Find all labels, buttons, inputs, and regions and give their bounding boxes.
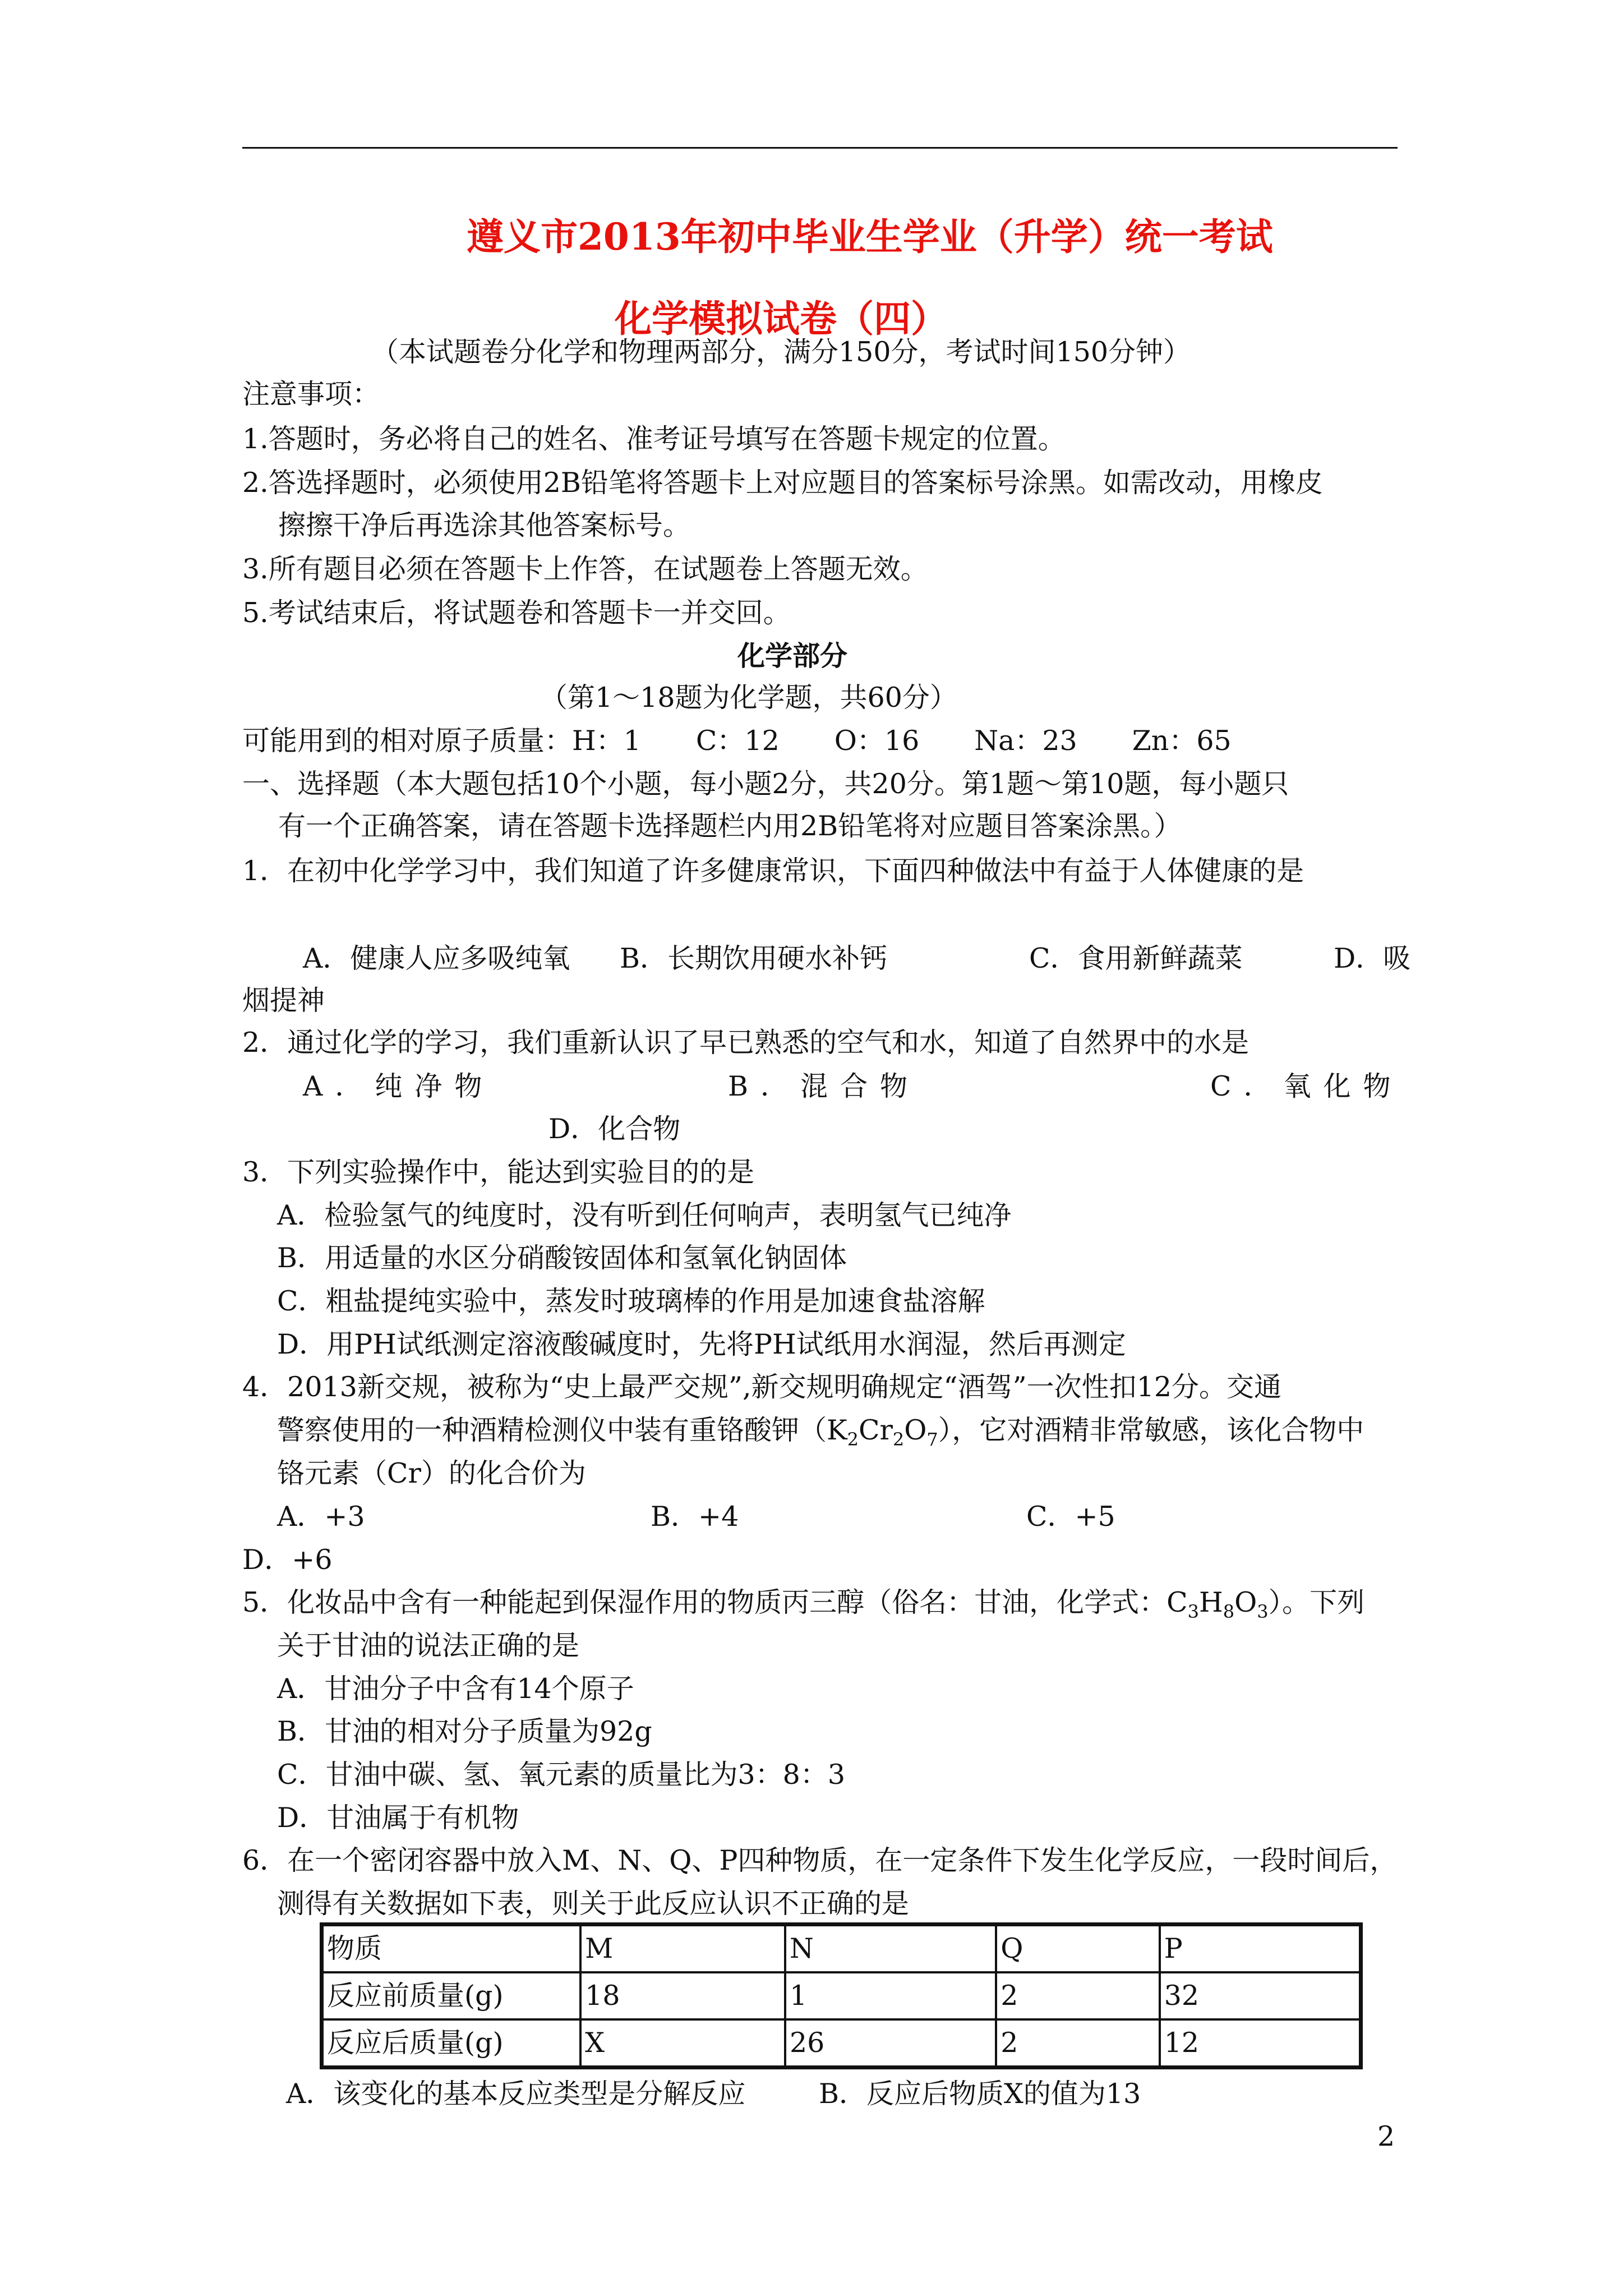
q4-option-d: D．+6 <box>242 1544 333 1576</box>
table-cell: 2 <box>996 2019 1160 2068</box>
table-cell: 32 <box>1160 1972 1361 2019</box>
table-cell: Q <box>996 1925 1160 1973</box>
page-number: 2 <box>1377 2120 1395 2152</box>
q1-stem: 1．在初中化学学习中，我们知道了许多健康常识，下面四种做法中有益于人体健康的是 <box>242 855 1304 887</box>
table-cell: 12 <box>1160 2019 1361 2068</box>
table-row <box>322 2019 1361 2068</box>
q2-stem: 2．通过化学的学习，我们重新认识了早已熟悉的空气和水，知道了自然界中的水是 <box>242 1027 1249 1059</box>
notes-heading: 注意事项： <box>242 378 380 410</box>
q1-option-a: A．健康人应多吸纯氧 <box>303 942 570 974</box>
atomic-masses: 可能用到的相对原子质量：H：1 C：12 O：16 Na：23 Zn：65 <box>242 725 1232 757</box>
q5-option-d: D．甘油属于有机物 <box>277 1802 519 1834</box>
q2-option-b: B．混合物 <box>728 1070 920 1102</box>
table-cell: 18 <box>580 1972 785 2019</box>
note-item: 2.答选择题时，必须使用2B铅笔将答题卡上对应题目的答案标号涂黑。如需改动，用橡皮 <box>242 467 1323 499</box>
q5-stem-line1: 5．化妆品中含有一种能起到保湿作用的物质丙三醇（俗名：甘油，化学式：$C_3H_8O_3$）。下列 <box>242 1586 1365 1622</box>
table-header-row <box>322 1925 1361 1973</box>
q3-option-b: B．用适量的水区分硝酸铵固体和氢氧化钠固体 <box>277 1242 847 1274</box>
section-scope: （第1～18题为化学题，共60分） <box>540 682 957 714</box>
note-item: 擦擦干净后再选涂其他答案标号。 <box>278 509 691 541</box>
section-heading: 化学部分 <box>737 639 848 672</box>
table-cell: 2 <box>996 1972 1160 2019</box>
table-cell: 反应后质量(g) <box>322 2019 581 2068</box>
part-one-instructions: 一、选择题（本大题包括10个小题，每小题2分，共20分。第1题～第10题，每小题只 <box>242 768 1289 800</box>
q4-stem-line2: 警察使用的一种酒精检测仪中装有重铬酸钾$(K_2Cr_2O_7)$，它对酒精非常敏感，该化合物中 <box>277 1414 1364 1450</box>
table-row <box>322 1972 1361 2019</box>
table-cell: M <box>580 1925 785 1973</box>
q4-stem-line1: 4．2013新交规，被称为“史上最严交规”,新交规明确规定“酒驾”一次性扣12分。交通 <box>242 1371 1282 1403</box>
table-cell: P <box>1160 1925 1361 1973</box>
q2-option-c: C．氧化物 <box>1210 1070 1403 1102</box>
q1-option-c: C．食用新鲜蔬菜 <box>1029 942 1243 974</box>
q5-option-a: A．甘油分子中含有14个原子 <box>277 1673 634 1705</box>
note-item: 1.答题时，务必将自己的姓名、准考证号填写在答题卡规定的位置。 <box>242 423 1066 455</box>
q3-stem: 3．下列实验操作中，能达到实验目的的是 <box>242 1156 755 1188</box>
exam-title: 遵义市2013年初中毕业生学业（升学）统一考试 <box>467 215 1273 259</box>
exam-subtitle: 化学模拟试卷（四） <box>615 297 948 341</box>
q6-stem-line1: 6．在一个密闭容器中放入M、N、Q、P四种物质，在一定条件下发生化学反应，一段时间后， <box>242 1844 1398 1876</box>
q3-option-d: D．用PH试纸测定溶液酸碱度时，先将PH试纸用水润湿，然后再测定 <box>277 1328 1126 1360</box>
q6-data-table <box>320 1922 1363 2069</box>
q4-option-a: A．+3 <box>277 1501 365 1533</box>
table-cell: 1 <box>785 1972 996 2019</box>
part-one-instructions-cont: 有一个正确答案，请在答题卡选择题栏内用2B铅笔将对应题目答案涂黑。） <box>278 810 1182 842</box>
q1-option-d-cont: 烟提神 <box>242 984 325 1016</box>
q6-stem-line2: 测得有关数据如下表，则关于此反应认识不正确的是 <box>277 1888 910 1920</box>
q5-stem-line2: 关于甘油的说法正确的是 <box>277 1630 580 1662</box>
table-cell: 反应前质量(g) <box>322 1972 581 2019</box>
table-cell: 物质 <box>322 1925 581 1973</box>
q1-option-b: B．长期饮用硬水补钙 <box>620 942 888 974</box>
header-rule <box>242 147 1398 149</box>
q2-option-a: A．纯净物 <box>303 1070 495 1102</box>
q2-option-d: D．化合物 <box>548 1113 681 1145</box>
q3-option-a: A．检验氢气的纯度时，没有听到任何响声，表明氢气已纯净 <box>277 1199 1012 1231</box>
q4-option-b: B．+4 <box>651 1501 739 1533</box>
note-item: 5.考试结束后，将试题卷和答题卡一并交回。 <box>242 597 791 629</box>
q4-option-c: C．+5 <box>1026 1501 1115 1533</box>
table-cell: N <box>785 1925 996 1973</box>
q6-option-a: A．该变化的基本反应类型是分解反应 <box>286 2078 746 2110</box>
table-cell: 26 <box>785 2019 996 2068</box>
q5-option-b: B．甘油的相对分子质量为92g <box>277 1715 652 1747</box>
q3-option-c: C．粗盐提纯实验中，蒸发时玻璃棒的作用是加速食盐溶解 <box>277 1285 985 1317</box>
q4-stem-line3: 铬元素（Cr）的化合价为 <box>277 1457 586 1489</box>
q6-option-b: B．反应后物质X的值为13 <box>819 2078 1141 2110</box>
exam-info: （本试题卷分化学和物理两部分，满分150分，考试时间150分钟） <box>371 336 1191 368</box>
q1-option-d: D．吸 <box>1334 942 1411 974</box>
q5-option-c: C．甘油中碳、氢、氧元素的质量比为3：8：3 <box>277 1759 846 1791</box>
table-cell: X <box>580 2019 785 2068</box>
note-item: 3.所有题目必须在答题卡上作答，在试题卷上答题无效。 <box>242 553 928 585</box>
